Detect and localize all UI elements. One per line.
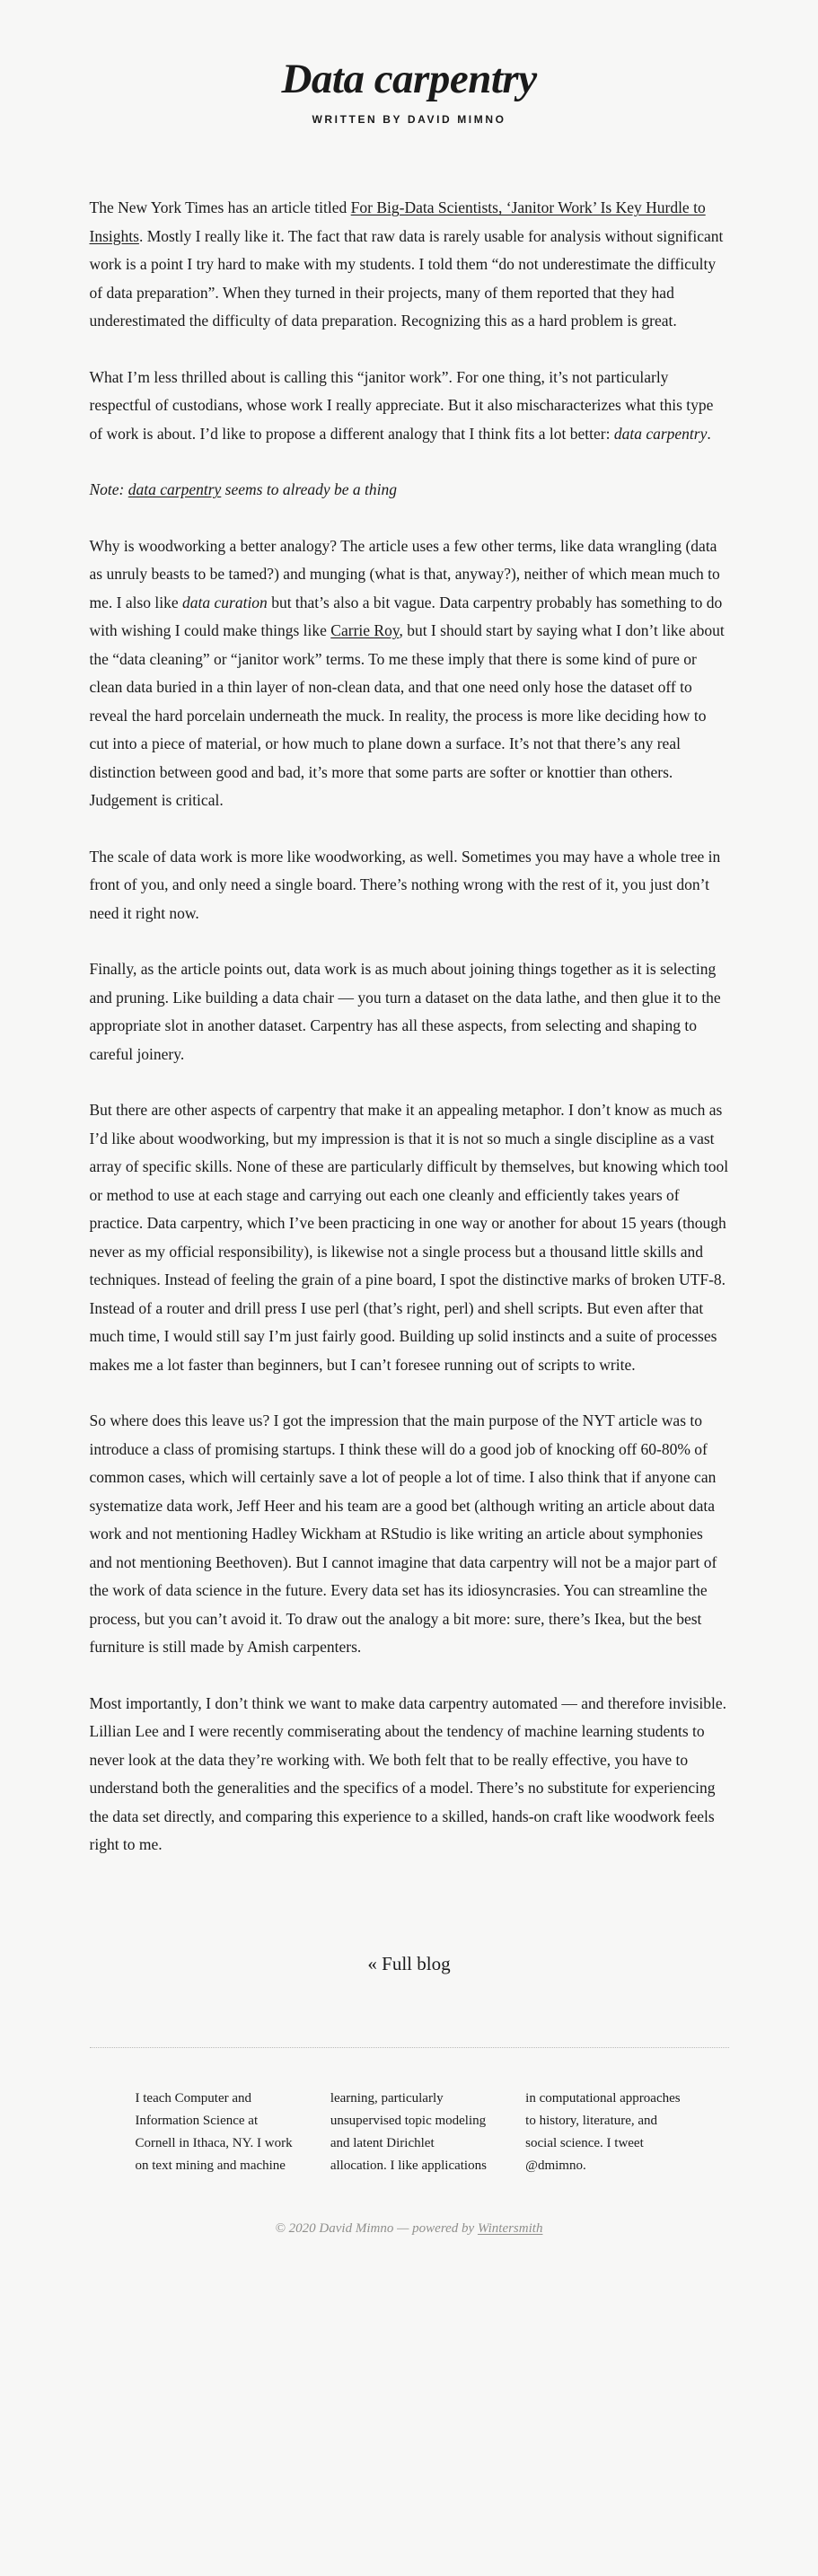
text-segment: So where does this leave us? I got the impression that the main purpose of the NYT article was to introduce a class of promising startups. I think these will do a good job of knocking off 60-80% of common cases, which will certainly save a lot of people a lot of time. I also think that if anyone can systematize data work, Jeff Heer and his team are a good bet (although writing an article about data work and not mentioning Hadley Wickham at RStudio is like writing an article about symphonies and not mentioning Beethoven). But I cannot imagine that data carpentry will not be a major part of the work of data science in the future. Every data set has its idiosyncrasies. You can streamline the process, but you can’t avoid it. To draw out the analogy a bit more: sure, there’s Ikea, but the best furniture is still made by Amish carpenters. [89,1411,717,1657]
text-segment: Most importantly, I don’t think we want to make data carpentry automated — and therefore invisible. Lillian Lee and I were recently commiserating about the tendency of machine learning students to never look at the data they’re working with. We both felt that to be really effective, you have to understand both the generalities and the specifics of a model. There’s no substitute for experiencing the data set directly, and comparing this experience to a skilled, hands-on craft like woodwork feels right to me. [89,1693,727,1854]
page-title: Data carpentry [281,56,537,102]
text-segment: seems to already be a thing [221,480,398,499]
page-header [90,0,729,126]
article-paragraph [90,1690,729,1859]
article-paragraph [90,194,729,336]
emphasis-text: data curation [182,593,268,611]
article-paragraph [90,364,729,449]
text-segment: What I’m less thrilled about is calling this “janitor work”. For one thing, it’s not particularly respectful of custodians, whose work I really appreciate. But it also mischaracterizes what this type of work is about. I’d like to propose a different analogy that I think fits a lot better: [89,367,714,443]
article-paragraph [90,843,729,928]
text-segment: Why is woodworking a better analogy? The article uses a few other terms, like data wrangling (data as unruly beasts to be tamed?) and munging (what is that, anyway?), neither of which mean much to me. I also like [89,536,720,611]
text-segment: . Mostly I really like it. The fact that raw data is rarely usable for analysis without significant work is a point I try hard to make with my students. I told them “do not underestimate the difficulty of data preparation”. When they turned in their projects, many of them reported that they had underestimated the difficulty of data preparation. Recognizing this as a hard problem is great. [89,226,724,330]
article-body [90,165,729,1859]
byline: WRITTEN BY DAVID MIMNO [312,113,506,127]
page-footer [90,2088,729,2289]
copyright [90,2221,729,2289]
article-paragraph [90,955,729,1068]
text-segment: Note: [89,480,128,499]
article-paragraph [90,1096,729,1379]
footer-divider [90,2047,729,2048]
text-segment: Finally, as the article points out, data work is as much about joining things together as it is selecting and pruning. Like building a data chair — you turn a dataset on the data lathe, and then glue it to the appropriate slot in another dataset. Carpentry has all these aspects, from selecting and shaping to careful joinery. [89,960,721,1063]
text-segment: . [707,424,711,443]
emphasis-text: data carpentry [613,424,708,443]
content-column [90,0,729,2289]
article-note [90,476,729,505]
text-segment: But there are other aspects of carpentry that make it an appealing metaphor. I don’t know as much as I’d like about woodworking, but my impression is that it is not so much a single discipline as a vast array of specific skills. None of these are particularly difficult by themselves, but knowing which tool or method to use at each stage and carrying out each one cleanly and efficiently takes years of practice. Data carpentry, which I’ve been practicing in one way or another for about 15 years (though never as my official responsibility), is likewise not a single process but a thousand little skills and techniques. Instead of feeling the grain of a pine board, I spot the distinctive marks of broken UTF-8. Instead of a router and drill press I use perl (that’s right, perl) and shell scripts. But even after that much time, I would still say I’m just fairly good. Building up solid instincts and a suite of processes makes me a lot faster than beginners, but I can’t foresee running out of scripts to write. [89,1101,729,1374]
text-segment: but that’s also a bit vague. Data carpentry probably has something to do with wishing I could make things like [89,593,723,640]
article-paragraph [90,532,729,815]
text-segment: The New York Times has an article titled [89,198,351,217]
full-blog-link[interactable]: « Full blog [367,1952,451,1974]
data-carpentry-link[interactable]: data carpentry [128,480,222,499]
text-segment: The scale of data work is more like woodworking, as well. Sometimes you may have a whole tree in front of you, and only need a single board. There’s nothing wrong with the rest of it, you just don’t need it right now. [89,847,721,922]
carrie-roy-link[interactable]: Carrie Roy [330,621,400,640]
nyt-article-link[interactable]: For Big-Data Scientists, ‘Janitor Work’ Is Key Hurdle to Insights [89,198,706,245]
footer-bio: I teach Computer and Information Science at Cornell in Ithaca, NY. I work on text mining and machine learning, particularly unsupervised topic modeling and latent Dirichlet allocation. I like applications in computational approaches to history, literature, and social science. I tweet @dmimno. [135,2090,681,2174]
article-paragraph [90,1407,729,1662]
wintersmith-link[interactable]: Wintersmith [477,2220,543,2236]
text-segment: © 2020 David Mimno — powered by [275,2220,478,2236]
text-segment: , but I should start by saying what I don’t like about the “data cleaning” or “janitor work” terms. To me these imply that there is some kind of pure or clean data buried in a thin layer of non-clean data, and that one need only hose the dataset off to reveal the hard porcelain underneath the muck. In reality, the process is more like deciding how to cut into a piece of material, or how much to plane down a surface. It’s not that there’s any real distinction between good and bad, it’s more that some parts are softer or knottier than others. Judgement is critical. [89,621,725,810]
